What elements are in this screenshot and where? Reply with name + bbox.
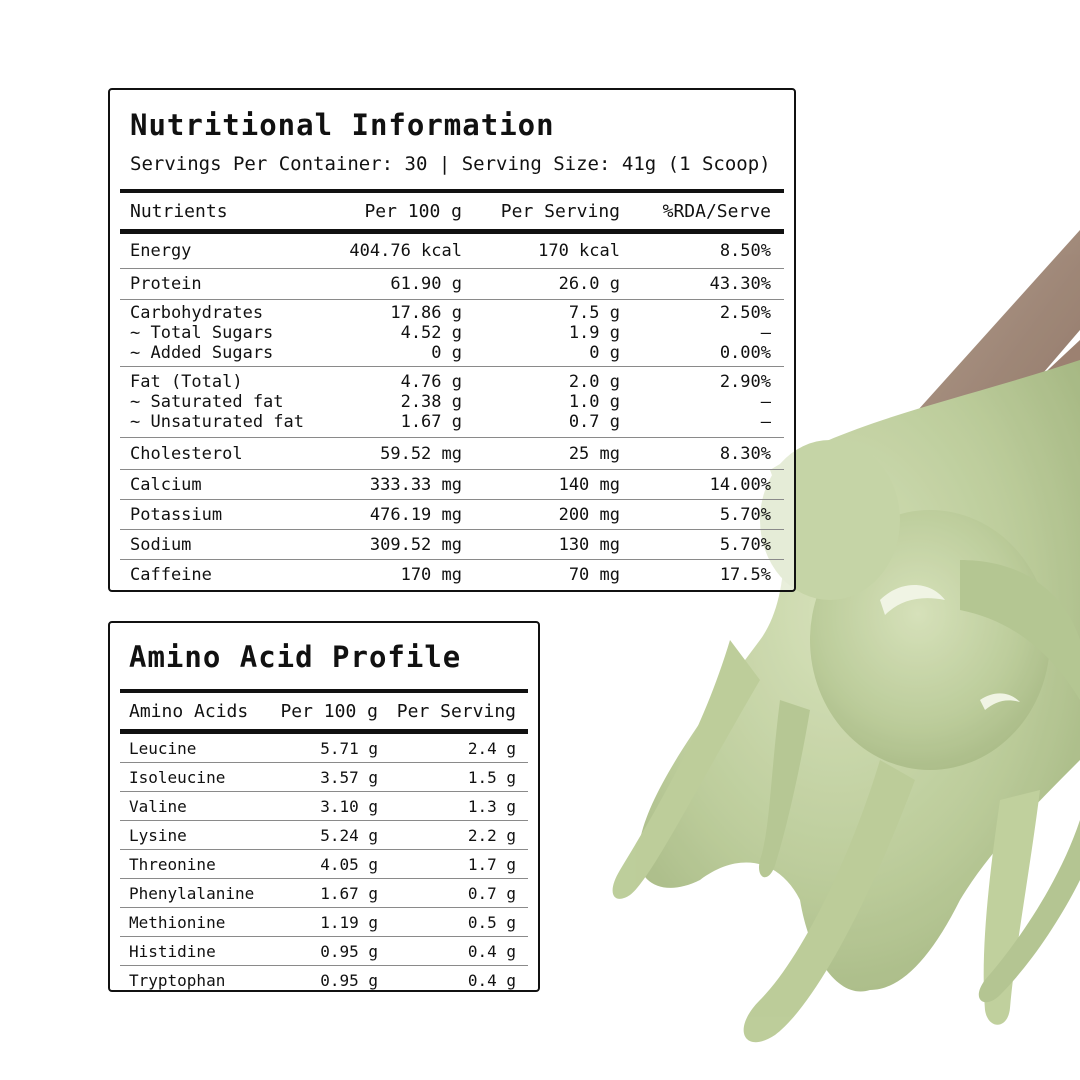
per-100g-value-cell [320, 565, 462, 585]
rda-value: 0.00% [719, 343, 771, 363]
nutrient-name-cell [120, 535, 320, 555]
nutrition-title: Nutritional Information [130, 108, 555, 142]
table-row [120, 734, 528, 763]
nutrient-name: ~ Saturated fat [130, 392, 284, 412]
nutrient-name: Cholesterol [130, 443, 243, 464]
rda-value: 5.70% [719, 534, 771, 555]
nutrient-name: Sodium [130, 534, 192, 555]
nutrient-name: Protein [130, 274, 202, 294]
rda-value: – [760, 412, 771, 432]
rda-value-cell [620, 303, 771, 363]
serving-info: Servings Per Container: 30 | Serving Size: 41g (1 Scoop) [130, 153, 771, 175]
amino-acid-name: Phenylalanine [129, 883, 255, 903]
rda-value: – [760, 323, 771, 343]
per-100g-value-cell [320, 475, 462, 495]
table-row [120, 908, 528, 937]
nutrient-name-cell [120, 565, 320, 585]
per-serving-value: 70 mg [568, 565, 620, 585]
table-row [120, 470, 784, 500]
rda-value: 2.90% [719, 372, 771, 392]
per-100g-value: 476.19 mg [369, 504, 462, 525]
per-serving-value: 7.5 g [568, 303, 620, 323]
amino-table-header [120, 689, 528, 734]
nutrient-name: Potassium [130, 504, 223, 525]
per-serving-value: 1.3 g [467, 796, 516, 816]
nutrient-name: ~ Added Sugars [130, 343, 274, 363]
rda-value: 14.00% [709, 474, 771, 495]
table-row [120, 937, 528, 966]
per-serving-value-cell [462, 565, 620, 585]
per-serving-value: 0.7 g [467, 883, 516, 903]
per-serving-value: 0.4 g [467, 970, 516, 990]
per-serving-value-cell [462, 372, 620, 432]
header-per-100g: Per 100 g [364, 200, 462, 222]
per-100g-value: 0.95 g [320, 970, 378, 990]
nutrition-facts-panel [108, 88, 796, 592]
per-serving-value-cell [462, 274, 620, 294]
amino-acid-name: Leucine [129, 738, 197, 758]
nutrient-name: Carbohydrates [130, 303, 264, 323]
header-rda: %RDA/Serve [662, 200, 771, 222]
table-row [120, 792, 528, 821]
nutrient-name-cell [120, 241, 320, 261]
per-100g-value: 1.67 g [320, 883, 378, 903]
table-row [120, 367, 784, 438]
nutrient-name: Calcium [130, 474, 202, 495]
nutrient-name: ~ Unsaturated fat [130, 412, 304, 432]
amino-acid-name: Lysine [129, 825, 187, 845]
per-100g-value: 59.52 mg [380, 443, 462, 464]
per-100g-value: 2.38 g [400, 392, 462, 412]
nutrition-table-body [120, 234, 784, 590]
rda-value-cell [620, 505, 771, 525]
amino-table-body [120, 734, 528, 994]
amino-title: Amino Acid Profile [129, 640, 462, 674]
header-per-serving: Per Serving [396, 700, 516, 722]
nutrient-name-cell [120, 475, 320, 495]
table-row [120, 821, 528, 850]
per-100g-value: 5.71 g [320, 738, 378, 758]
per-100g-value: 170 mg [400, 565, 462, 585]
per-100g-value: 1.67 g [400, 412, 462, 432]
per-serving-value: 0.5 g [467, 912, 516, 932]
per-serving-value: 140 mg [558, 474, 620, 495]
table-row [120, 438, 784, 470]
table-row [120, 966, 528, 994]
nutrient-name-cell [120, 303, 320, 363]
amino-acid-panel [108, 621, 540, 992]
per-serving-value: 1.5 g [467, 767, 516, 787]
per-100g-value: 333.33 mg [369, 474, 462, 495]
rda-value-cell [620, 565, 771, 585]
amino-acid-name: Tryptophan [129, 970, 226, 990]
per-100g-value: 0 g [431, 343, 462, 363]
rda-value-cell [620, 372, 771, 432]
amino-acid-name: Histidine [129, 941, 216, 961]
per-serving-value: 130 mg [558, 534, 620, 555]
per-100g-value: 4.52 g [400, 323, 462, 343]
per-serving-value: 2.4 g [467, 738, 516, 758]
per-serving-value: 25 mg [568, 443, 620, 464]
rda-value-cell [620, 241, 771, 261]
per-serving-value: 170 kcal [538, 241, 620, 261]
per-serving-value: 200 mg [558, 504, 620, 525]
per-100g-value-cell [320, 303, 462, 363]
per-100g-value: 61.90 g [390, 274, 462, 294]
per-100g-value-cell [320, 372, 462, 432]
header-amino-acids: Amino Acids [129, 700, 249, 722]
per-100g-value-cell [320, 535, 462, 555]
per-serving-value-cell [462, 505, 620, 525]
per-serving-value: 26.0 g [558, 274, 620, 294]
table-row [120, 269, 784, 300]
per-100g-value: 3.57 g [320, 767, 378, 787]
per-100g-value: 17.86 g [390, 303, 462, 323]
rda-value-cell [620, 444, 771, 464]
per-100g-value-cell [320, 241, 462, 261]
nutrient-name: ~ Total Sugars [130, 323, 274, 343]
per-100g-value: 5.24 g [320, 825, 378, 845]
rda-value-cell [620, 535, 771, 555]
nutrient-name: Caffeine [130, 565, 212, 585]
rda-value: 2.50% [719, 303, 771, 323]
table-row [120, 300, 784, 367]
rda-value: – [760, 392, 771, 412]
table-row [120, 560, 784, 590]
nutrient-name-cell [120, 444, 320, 464]
per-100g-value: 3.10 g [320, 796, 378, 816]
per-serving-value: 0.7 g [568, 412, 620, 432]
per-serving-value-cell [462, 303, 620, 363]
per-100g-value-cell [320, 274, 462, 294]
per-100g-value-cell [320, 444, 462, 464]
per-100g-value: 0.95 g [320, 941, 378, 961]
per-serving-value: 1.0 g [568, 392, 620, 412]
header-per-serving: Per Serving [500, 200, 620, 222]
header-per-100g: Per 100 g [280, 700, 378, 722]
per-100g-value: 309.52 mg [369, 534, 462, 555]
rda-value: 17.5% [719, 565, 771, 585]
rda-value-cell [620, 475, 771, 495]
per-serving-value-cell [462, 475, 620, 495]
per-serving-value: 0.4 g [467, 941, 516, 961]
per-100g-value: 404.76 kcal [349, 241, 462, 261]
nutrient-name-cell [120, 505, 320, 525]
per-serving-value: 2.0 g [568, 372, 620, 392]
per-serving-value: 1.9 g [568, 323, 620, 343]
amino-acid-name: Methionine [129, 912, 226, 932]
table-row [120, 234, 784, 269]
per-100g-value: 4.76 g [400, 372, 462, 392]
per-100g-value: 4.05 g [320, 854, 378, 874]
per-serving-value: 0 g [589, 343, 620, 363]
per-100g-value-cell [320, 505, 462, 525]
table-row [120, 530, 784, 560]
per-serving-value: 1.7 g [467, 854, 516, 874]
table-row [120, 500, 784, 530]
table-row [120, 763, 528, 792]
table-row [120, 850, 528, 879]
nutrient-name: Energy [130, 241, 192, 261]
per-serving-value-cell [462, 535, 620, 555]
amino-acid-name: Isoleucine [129, 767, 226, 787]
nutrient-name-cell [120, 372, 320, 432]
header-nutrients: Nutrients [130, 200, 228, 222]
amino-acid-name: Valine [129, 796, 187, 816]
rda-value: 5.70% [719, 504, 771, 525]
rda-value: 43.30% [709, 274, 771, 294]
amino-acid-name: Threonine [129, 854, 216, 874]
per-serving-value-cell [462, 444, 620, 464]
per-serving-value-cell [462, 241, 620, 261]
rda-value-cell [620, 274, 771, 294]
rda-value: 8.30% [719, 443, 771, 464]
nutrient-name: Fat (Total) [130, 372, 243, 392]
table-row [120, 879, 528, 908]
nutrient-name-cell [120, 274, 320, 294]
per-100g-value: 1.19 g [320, 912, 378, 932]
rda-value: 8.50% [719, 241, 771, 261]
per-serving-value: 2.2 g [467, 825, 516, 845]
nutrition-table-header [120, 189, 784, 234]
